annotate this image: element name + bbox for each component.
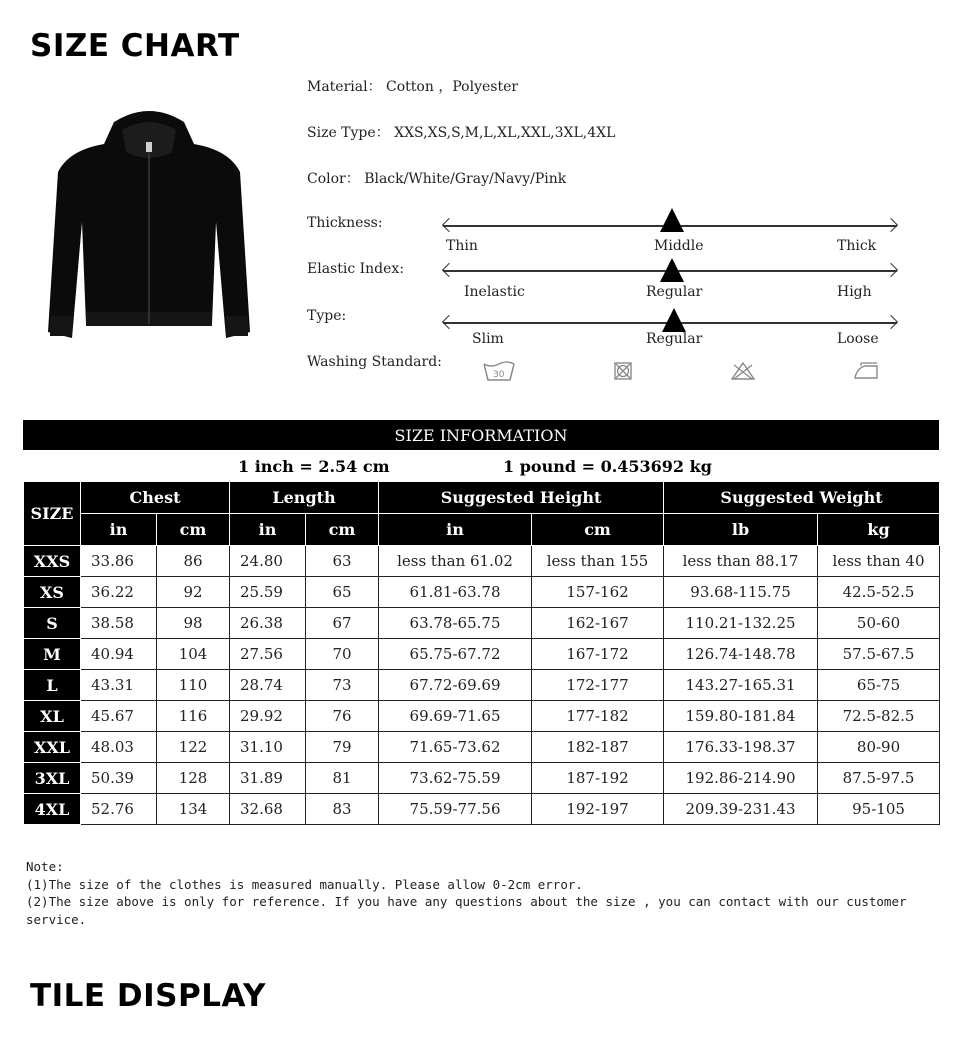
size-label-cell: S bbox=[24, 608, 81, 639]
table-row bbox=[24, 701, 940, 732]
table-cell: 52.76 bbox=[81, 794, 157, 825]
table-cell: 87.5-97.5 bbox=[818, 763, 940, 794]
table-cell: 73.62-75.59 bbox=[379, 763, 532, 794]
elastic-right-label: High bbox=[837, 284, 872, 300]
table-row bbox=[24, 546, 940, 577]
unit-header: cm bbox=[532, 514, 664, 546]
table-cell: 192-197 bbox=[532, 794, 664, 825]
table-cell: 43.31 bbox=[81, 670, 157, 701]
table-cell: 95-105 bbox=[818, 794, 940, 825]
table-unit-header-row bbox=[24, 514, 940, 546]
table-cell: 177-182 bbox=[532, 701, 664, 732]
table-cell: 71.65-73.62 bbox=[379, 732, 532, 763]
elastic-index-label: Elastic Index: bbox=[307, 261, 405, 277]
notes-section bbox=[26, 858, 936, 928]
table-cell: 92 bbox=[157, 577, 230, 608]
table-cell: 75.59-77.56 bbox=[379, 794, 532, 825]
table-cell: 32.68 bbox=[230, 794, 306, 825]
table-row bbox=[24, 577, 940, 608]
table-cell: 104 bbox=[157, 639, 230, 670]
table-cell: 27.56 bbox=[230, 639, 306, 670]
table-cell: 50-60 bbox=[818, 608, 940, 639]
table-cell: 143.27-165.31 bbox=[664, 670, 818, 701]
table-cell: 86 bbox=[157, 546, 230, 577]
table-cell: 122 bbox=[157, 732, 230, 763]
unit-header: cm bbox=[157, 514, 230, 546]
table-cell: 167-172 bbox=[532, 639, 664, 670]
table-cell: 26.38 bbox=[230, 608, 306, 639]
table-cell: 70 bbox=[306, 639, 379, 670]
table-cell: less than 61.02 bbox=[379, 546, 532, 577]
table-cell: less than 155 bbox=[532, 546, 664, 577]
table-cell: less than 40 bbox=[818, 546, 940, 577]
table-cell: 67.72-69.69 bbox=[379, 670, 532, 701]
washing-standard-label: Washing Standard: bbox=[307, 354, 442, 370]
table-cell: 76 bbox=[306, 701, 379, 732]
type-left-label: Slim bbox=[472, 331, 504, 347]
elastic-middle-label: Regular bbox=[646, 284, 703, 300]
table-cell: 69.69-71.65 bbox=[379, 701, 532, 732]
iron-icon bbox=[851, 362, 881, 380]
suggested-weight-header: Suggested Weight bbox=[664, 482, 940, 514]
material-spec: Material： Cotton ，Polyester bbox=[307, 79, 519, 95]
table-cell: 187-192 bbox=[532, 763, 664, 794]
table-cell: 33.86 bbox=[81, 546, 157, 577]
type-right-label: Loose bbox=[837, 331, 879, 347]
note-line-1: (1)The size of the clothes is measured manually. Please allow 0-2cm error. bbox=[26, 876, 583, 892]
table-cell: 128 bbox=[157, 763, 230, 794]
table-cell: 29.92 bbox=[230, 701, 306, 732]
size-label-cell: XL bbox=[24, 701, 81, 732]
thickness-left-label: Thin bbox=[446, 238, 478, 254]
table-cell: 63.78-65.75 bbox=[379, 608, 532, 639]
table-cell: 182-187 bbox=[532, 732, 664, 763]
unit-header: in bbox=[230, 514, 306, 546]
size-information-banner: SIZE INFORMATION bbox=[23, 420, 939, 450]
size-table-body bbox=[24, 546, 940, 825]
size-label-cell: L bbox=[24, 670, 81, 701]
size-table bbox=[23, 481, 940, 825]
table-cell: 159.80-181.84 bbox=[664, 701, 818, 732]
table-cell: 98 bbox=[157, 608, 230, 639]
elastic-marker bbox=[660, 258, 684, 282]
suggested-height-header: Suggested Height bbox=[379, 482, 664, 514]
table-cell: 38.58 bbox=[81, 608, 157, 639]
thickness-right-label: Thick bbox=[837, 238, 877, 254]
table-cell: 28.74 bbox=[230, 670, 306, 701]
table-cell: 172-177 bbox=[532, 670, 664, 701]
table-cell: 192.86-214.90 bbox=[664, 763, 818, 794]
table-row bbox=[24, 763, 940, 794]
table-cell: 209.39-231.43 bbox=[664, 794, 818, 825]
unit-header: in bbox=[379, 514, 532, 546]
table-cell: 126.74-148.78 bbox=[664, 639, 818, 670]
unit-header: in bbox=[81, 514, 157, 546]
table-cell: 45.67 bbox=[81, 701, 157, 732]
table-row bbox=[24, 608, 940, 639]
table-cell: 31.89 bbox=[230, 763, 306, 794]
size-label-cell: 3XL bbox=[24, 763, 81, 794]
table-cell: 176.33-198.37 bbox=[664, 732, 818, 763]
thickness-marker bbox=[660, 208, 684, 232]
unit-header: kg bbox=[818, 514, 940, 546]
table-row bbox=[24, 670, 940, 701]
table-cell: 81 bbox=[306, 763, 379, 794]
table-cell: 157-162 bbox=[532, 577, 664, 608]
table-cell: 42.5-52.5 bbox=[818, 577, 940, 608]
unit-header: cm bbox=[306, 514, 379, 546]
tile-display-title: TILE DISPLAY bbox=[30, 978, 266, 1014]
size-label-cell: XXS bbox=[24, 546, 81, 577]
type-middle-label: Regular bbox=[646, 331, 703, 347]
table-cell: less than 88.17 bbox=[664, 546, 818, 577]
table-cell: 61.81-63.78 bbox=[379, 577, 532, 608]
table-cell: 25.59 bbox=[230, 577, 306, 608]
length-header: Length bbox=[230, 482, 379, 514]
thickness-middle-label: Middle bbox=[654, 238, 704, 254]
chest-header: Chest bbox=[81, 482, 230, 514]
type-label: Type: bbox=[307, 308, 347, 324]
type-marker bbox=[662, 308, 686, 332]
size-label-cell: XXL bbox=[24, 732, 81, 763]
color-spec: Color： Black/White/Gray/Navy/Pink bbox=[307, 171, 567, 187]
table-cell: 65.75-67.72 bbox=[379, 639, 532, 670]
table-cell: 72.5-82.5 bbox=[818, 701, 940, 732]
elastic-left-label: Inelastic bbox=[464, 284, 525, 300]
table-row bbox=[24, 732, 940, 763]
table-cell: 110 bbox=[157, 670, 230, 701]
table-cell: 83 bbox=[306, 794, 379, 825]
thickness-label: Thickness: bbox=[307, 215, 383, 231]
table-cell: 65-75 bbox=[818, 670, 940, 701]
table-cell: 110.21-132.25 bbox=[664, 608, 818, 639]
pound-conversion: 1 pound = 0.453692 kg bbox=[503, 457, 712, 476]
table-group-header-row bbox=[24, 482, 940, 514]
table-cell: 116 bbox=[157, 701, 230, 732]
table-cell: 93.68-115.75 bbox=[664, 577, 818, 608]
table-cell: 73 bbox=[306, 670, 379, 701]
size-type-spec: Size Type： XXS,XS,S,M,L,XL,XXL,3XL,4XL bbox=[307, 125, 616, 141]
no-tumble-dry-icon bbox=[613, 362, 633, 380]
table-cell: 63 bbox=[306, 546, 379, 577]
note-line-2: (2)The size above is only for reference. If you have any questions about the size , you can contact with our customer service. bbox=[26, 894, 915, 927]
notes-title: Note: bbox=[26, 859, 64, 874]
no-bleach-icon bbox=[731, 362, 755, 380]
size-column-header: SIZE bbox=[24, 482, 81, 546]
table-row bbox=[24, 639, 940, 670]
table-cell: 65 bbox=[306, 577, 379, 608]
size-label-cell: 4XL bbox=[24, 794, 81, 825]
table-cell: 134 bbox=[157, 794, 230, 825]
wash-temperature: 30 bbox=[493, 370, 505, 380]
size-label-cell: XS bbox=[24, 577, 81, 608]
table-cell: 67 bbox=[306, 608, 379, 639]
table-row bbox=[24, 794, 940, 825]
table-cell: 36.22 bbox=[81, 577, 157, 608]
size-chart-title: SIZE CHART bbox=[30, 28, 240, 64]
table-cell: 24.80 bbox=[230, 546, 306, 577]
table-cell: 80-90 bbox=[818, 732, 940, 763]
table-cell: 40.94 bbox=[81, 639, 157, 670]
table-cell: 31.10 bbox=[230, 732, 306, 763]
size-label-cell: M bbox=[24, 639, 81, 670]
table-cell: 57.5-67.5 bbox=[818, 639, 940, 670]
hoodie-product-image bbox=[44, 102, 254, 344]
table-cell: 79 bbox=[306, 732, 379, 763]
table-cell: 50.39 bbox=[81, 763, 157, 794]
wash-30-icon bbox=[482, 360, 516, 382]
inch-conversion: 1 inch = 2.54 cm bbox=[238, 457, 390, 476]
table-cell: 48.03 bbox=[81, 732, 157, 763]
unit-header: lb bbox=[664, 514, 818, 546]
table-cell: 162-167 bbox=[532, 608, 664, 639]
